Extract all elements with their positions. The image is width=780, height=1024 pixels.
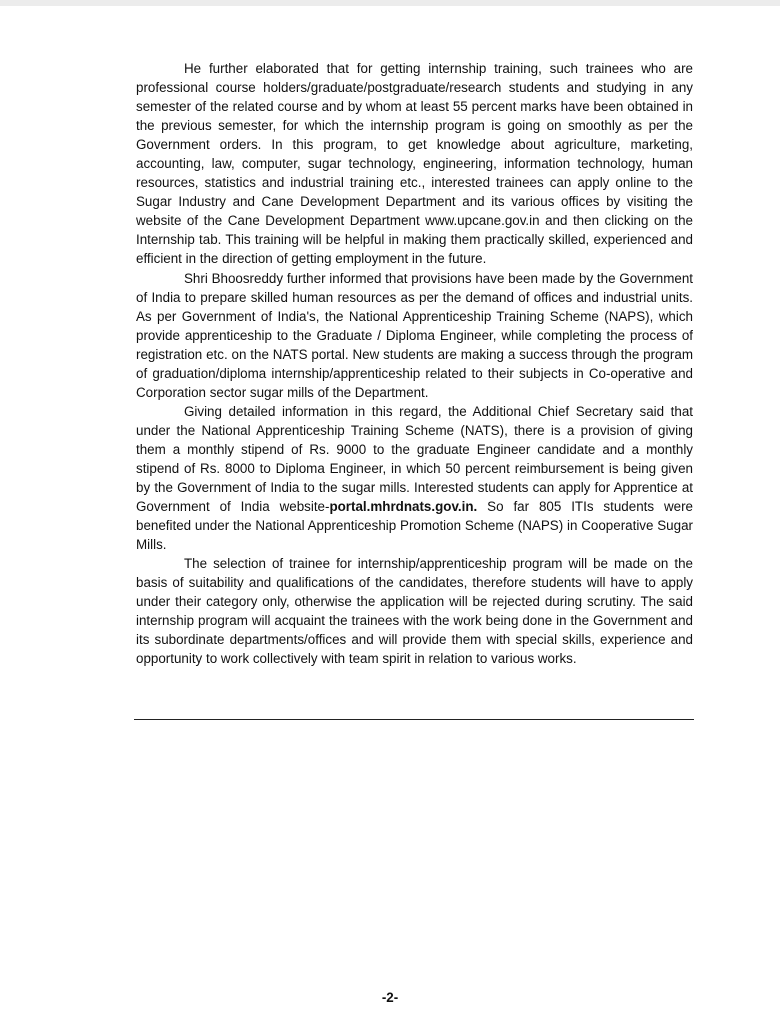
paragraph-text: The selection of trainee for internship/apprenticeship program will be made on the basis of suitability and qualifications of the candidates, therefore students will have to apply under their category only, otherwise the application will be rejected during scrutiny. The said internship program will acquaint the trainees with the work being done in the Government and its subordinate departments/offices and will provide them with special skills, experience and opportunity to work collectively with team spirit in relation to various works. — [136, 556, 693, 667]
paragraph-stipend-details — [136, 402, 693, 554]
page-number: -2- — [381, 990, 399, 1005]
paragraph-text: Giving detailed information in this regard, the Additional Chief Secretary said that under the National Apprenticeship Training Scheme (NATS), there is a provision of giving them a monthly stipend of Rs. 9000 to the graduate Engineer candidate and a monthly stipend of Rs. 8000 to Diploma Engineer, in which 50 percent reimbursement is being given by the Government of India to the sugar mills. Interested students can apply for Apprentice at Government of India website- — [136, 403, 693, 515]
page-top-edge — [0, 0, 780, 6]
paragraph-internship-eligibility — [136, 59, 693, 269]
document-body — [136, 59, 693, 669]
paragraph-skilled-resources — [136, 269, 693, 402]
portal-link-text: portal.mhrdnats.gov.in. — [329, 499, 478, 515]
paragraph-text: Shri Bhoosreddy further informed that provisions have been made by the Government of India to prepare skilled human resources as per the demand of offices and industrial units. As per Government of India's, the National Apprenticeship Training Scheme (NAPS), which provide apprenticeship to the Graduate / Diploma Engineer, while completing the process of registration etc. on the NATS portal. New students are making a success through the program of graduation/diploma internship/apprenticeship related to their subjects in Co-operative and Corporation sector sugar mills of the Department. — [136, 270, 693, 400]
paragraph-text: He further elaborated that for getting internship training, such trainees who are professional course holders/graduate/postgraduate/research students and studying in any semester of the related course and by whom at least 55 percent marks have been obtained in the previous semester, for which the internship program is going on smoothly as per the Government orders. In this program, to get knowledge about agriculture, marketing, accounting, law, computer, sugar technology, engineering, information technology, human resources, statistics and industrial training etc., interested trainees can apply online to the Sugar Industry and Cane Development Department and its various offices by visiting the website of the Cane Development Department www.upcane.gov.in and then clicking on the Internship tab. This training will be helpful in making them practically skilled, experienced and efficient in the direction of getting employment in the future. — [136, 61, 693, 267]
paragraph-text: So far 805 ITIs students were benefited under the National Apprenticeship Promotion Scheme (NAPS) in Cooperative Sugar Mills. — [136, 499, 693, 553]
horizontal-rule — [134, 719, 694, 720]
paragraph-selection-process — [136, 554, 693, 668]
